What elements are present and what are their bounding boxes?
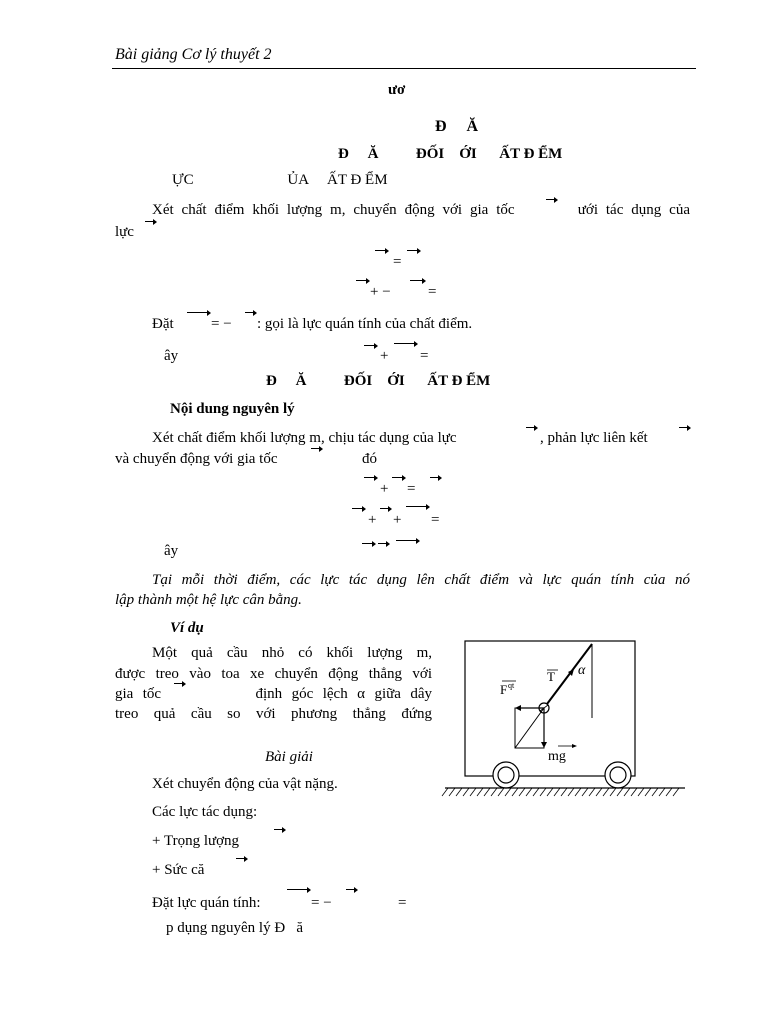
vector-arrow: [145, 221, 155, 222]
vector-arrow: [406, 506, 428, 507]
chapter-title: Đ Ă: [435, 118, 479, 135]
section2-eq1a: +: [380, 481, 389, 497]
section1-title: ỰC ỦA ẤT Đ ỂM: [172, 172, 388, 188]
vector-arrow: [245, 312, 255, 313]
example-line-3: gia tốc định góc lệch α giữa dây: [115, 686, 432, 702]
principle-statement-line2: lập thành một hệ lực cân bằng.: [115, 592, 302, 608]
section1-para-line1: Xét chất điểm khối lượng m, chuyển động với gia tốc ưới tác dụng của: [152, 202, 690, 218]
section2-title: Đ Ă ĐỐI ỚI ẤT Đ ỂM: [266, 373, 491, 389]
vector-arrow: [187, 312, 209, 313]
section2-para-line1b: , phản lực liên kết: [540, 430, 648, 446]
vector-arrow: [274, 829, 284, 830]
solution-line-5a: Đặt lực quán tính:: [152, 895, 261, 911]
vector-arrow: [287, 889, 309, 890]
label-inertia-force: F: [500, 682, 508, 697]
solution-line-4: + Sức că: [152, 862, 205, 878]
vector-arrow: [375, 250, 387, 251]
header-rule: [112, 68, 696, 69]
example-line-2: được treo vào toa xe chuyển động thẳng với: [115, 666, 432, 682]
weight-arrowhead: [541, 742, 547, 748]
wheel-left: [493, 762, 519, 788]
resultant-line: [515, 708, 544, 748]
ground-hatching: [442, 788, 679, 796]
vector-arrow: [362, 543, 374, 544]
wheel-right: [605, 762, 631, 788]
vector-arrow: [364, 477, 376, 478]
vector-arrow: [378, 543, 388, 544]
section1-eq2b: =: [428, 284, 437, 300]
section1-eq2a: + −: [370, 284, 391, 300]
section1-vay: ây: [164, 348, 179, 364]
vector-arrow: [546, 199, 556, 200]
vector-arrow: [356, 280, 368, 281]
vector-arrow: [174, 683, 184, 684]
label-inertia-force-sup: qt: [508, 681, 515, 690]
vector-arrow: [311, 448, 321, 449]
section1-para-line2: lực: [115, 224, 134, 240]
solution-line-5c: =: [398, 895, 407, 911]
example-line-1: Một quả cầu nhỏ có khối lượng m,: [152, 645, 432, 661]
section2-vay: ây: [164, 543, 179, 559]
vector-arrow: [364, 345, 376, 346]
vector-arrow: [679, 427, 689, 428]
solution-line-1: Xét chuyển động của vật nặng.: [152, 776, 338, 792]
principle-statement-line1: Tại mỗi thời điểm, các lực tác dụng lên chất điểm và lực quán tính của nó: [152, 572, 690, 588]
section2-eq2a: +: [368, 512, 377, 528]
vector-arrow: [430, 477, 440, 478]
chapter-subtitle: Đ Ă ĐỐI ỚI ẤT Đ ỂM: [338, 146, 563, 162]
cart-pendulum-figure: [440, 636, 690, 798]
example-line-4: treo quả cầu so với phương thẳng đứng: [115, 706, 432, 722]
solution-title: Bài giải: [265, 749, 313, 765]
section2-eq2c: =: [431, 512, 440, 528]
vector-arrow: [236, 858, 246, 859]
vector-arrow: [394, 343, 416, 344]
solution-line-3: + Trọng lượng: [152, 833, 240, 849]
section1-eq3b: =: [420, 348, 429, 364]
label-weight: mg: [548, 749, 566, 764]
label-alpha: α: [578, 663, 586, 678]
section1-eq3a: +: [380, 348, 389, 364]
solution-line-2: Các lực tác dụng:: [152, 804, 258, 820]
vector-arrow: [410, 280, 424, 281]
vector-arrow: [396, 540, 418, 541]
label-tension: T: [547, 669, 555, 684]
example-title: Ví dụ: [170, 620, 204, 636]
chapter-line-1: ươ: [388, 82, 406, 98]
section1-def-mid: = −: [211, 316, 232, 332]
vector-arrow: [346, 889, 356, 890]
section2-eq1b: =: [407, 481, 416, 497]
section2-subtitle: Nội dung nguyên lý: [170, 401, 295, 417]
vector-arrow: [392, 477, 404, 478]
vector-arrow: [526, 427, 536, 428]
inertia-force-arrowhead: [515, 705, 521, 711]
vector-arrow: [407, 250, 419, 251]
section2-para-line1a: Xét chất điểm khối lượng m, chịu tác dụng của lực: [152, 430, 457, 446]
header-title: Bài giảng Cơ lý thuyết 2: [115, 46, 272, 63]
vector-arrow: [380, 508, 390, 509]
vector-arrow: [352, 508, 364, 509]
section1-def-end: : gọi là lực quán tính của chất điểm.: [257, 316, 473, 332]
section2-para-line2a: và chuyển động với gia tốc: [115, 451, 278, 467]
solution-line-6: p dụng nguyên lý Đ ă: [166, 920, 304, 936]
section2-eq2b: +: [393, 512, 402, 528]
section1-def-start: Đặt: [152, 316, 174, 332]
section2-para-line2b: đó: [362, 451, 377, 467]
section1-eq1: =: [393, 254, 402, 270]
solution-line-5b: = −: [311, 895, 332, 911]
